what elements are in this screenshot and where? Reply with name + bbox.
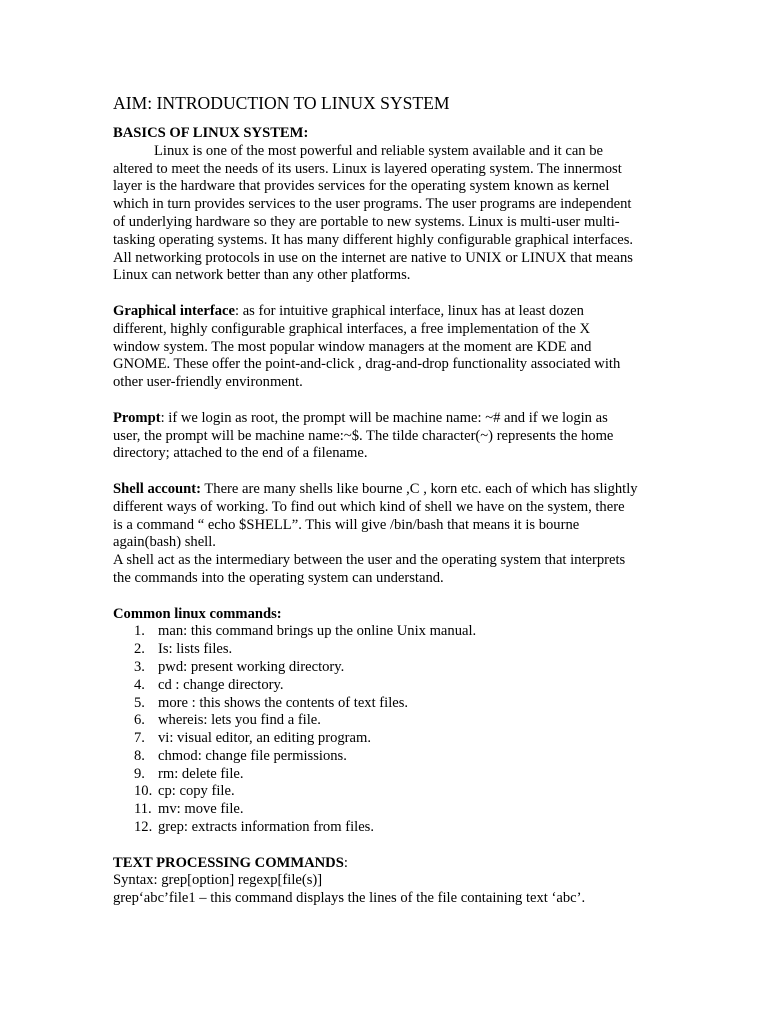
basics-line: which in turn provides services to the user programs. The user programs are independent [113,196,632,213]
graphical-interface-paragraph [113,303,658,392]
list-text: man: this command brings up the online Unix manual. [158,623,477,640]
list-text: pwd: present working directory. [158,658,345,675]
list-number: 3. [134,658,145,675]
basics-paragraph [113,143,658,285]
commands-list [113,623,658,837]
shell-account-paragraph [113,481,658,588]
list-number: 9. [134,765,145,782]
graphical-line: GNOME. These offer the point-and-click , drag-and-drop functionality associated with [113,356,621,373]
shell-line: different ways of working. To find out which kind of shell we have on the system, there [113,498,625,515]
basics-line: altered to meet the needs of its users. Linux is layered operating system. The innermost [113,160,622,177]
list-item [113,783,658,801]
list-text: cd : change directory. [158,676,284,693]
basics-line: of underlying hardware so they are portable to new systems. Linux is multi-user multi- [113,213,620,230]
graphical-line: other user-friendly environment. [113,374,303,391]
shell-line: A shell act as the intermediary between the user and the operating system that interprets [113,552,626,569]
list-number: 6. [134,712,145,729]
graphical-line: different, highly configurable graphical interfaces, a free implementation of the X [113,320,591,337]
list-item [113,641,658,659]
list-text: vi: visual editor, an editing program. [158,730,372,747]
list-item [113,623,658,641]
list-item [113,801,658,819]
list-item [113,748,658,766]
prompt-line: directory; attached to the end of a filename. [113,445,368,462]
list-text: whereis: lets you find a file. [158,712,321,729]
prompt-line: user, the prompt will be machine name:~$. The tilde character(~) represents the home [113,427,614,444]
list-item [113,819,658,837]
list-item [113,712,658,730]
list-text: grep: extracts information from files. [158,819,374,836]
list-number: 10. [134,783,153,800]
list-item [113,659,658,677]
syntax-line: Syntax: grep[option] regexp[file(s)] [113,872,323,889]
aim-text: INTRODUCTION TO LINUX SYSTEM [152,93,450,113]
list-item [113,730,658,748]
graphical-interface-term: Graphical interface [113,302,235,319]
list-number: 1. [134,623,145,640]
list-number: 8. [134,747,145,764]
list-item [113,766,658,784]
list-number: 7. [134,730,145,747]
shell-line: the commands into the operating system can understand. [113,569,444,586]
prompt-line: Prompt: if we login as root, the prompt will be machine name: ~# and if we login as [113,409,608,426]
shell-line: again(bash) shell. [113,534,216,551]
basics-line: layer is the hardware that provides services for the operating system known as kernel [113,178,610,195]
prompt-paragraph [113,410,658,463]
commands-heading: Common linux commands: [113,605,282,622]
shell-line: is a command “ echo $SHELL”. This will give /bin/bash that means it is bourne [113,516,580,533]
list-text: cp: copy file. [158,783,235,800]
basics-line: Linux is one of the most powerful and reliable system available and it can be [154,142,604,159]
text-processing-heading: TEXT PROCESSING COMMANDS: [113,854,348,871]
aim-separator: : [147,93,153,113]
aim-label: AIM [113,93,148,113]
example-line: grep‘abc’file1 – this command displays the lines of the file containing text ‘abc’. [113,890,586,907]
shell-account-term: Shell account: [113,480,201,497]
graphical-line: window system. The most popular window managers at the moment are KDE and [113,338,592,355]
document-body [113,92,658,908]
list-number: 11. [134,801,152,818]
graphical-line: Graphical interface: as for intuitive graphical interface, linux has at least dozen [113,302,584,319]
basics-line: All networking protocols in use on the internet are native to UNIX or LINUX that means [113,249,633,266]
list-number: 4. [134,676,145,693]
basics-heading: BASICS OF LINUX SYSTEM: [113,125,309,141]
list-text: Is: lists files. [158,641,233,658]
list-number: 12. [134,819,153,836]
list-text: chmod: change file permissions. [158,747,347,764]
list-text: mv: move file. [158,801,244,818]
basics-line: tasking operating systems. It has many different highly configurable graphical interfaces. [113,231,634,248]
list-text: more : this shows the contents of text files. [158,694,409,711]
list-text: rm: delete file. [158,765,244,782]
list-item [113,695,658,713]
prompt-term: Prompt [113,409,161,426]
page-title [113,92,658,114]
basics-line: Linux can network better than any other platforms. [113,267,411,284]
list-number: 2. [134,641,145,658]
shell-line: Shell account: There are many shells like bourne ,C , korn etc. each of which has slightly [113,480,638,497]
list-item [113,677,658,695]
list-number: 5. [134,694,145,711]
